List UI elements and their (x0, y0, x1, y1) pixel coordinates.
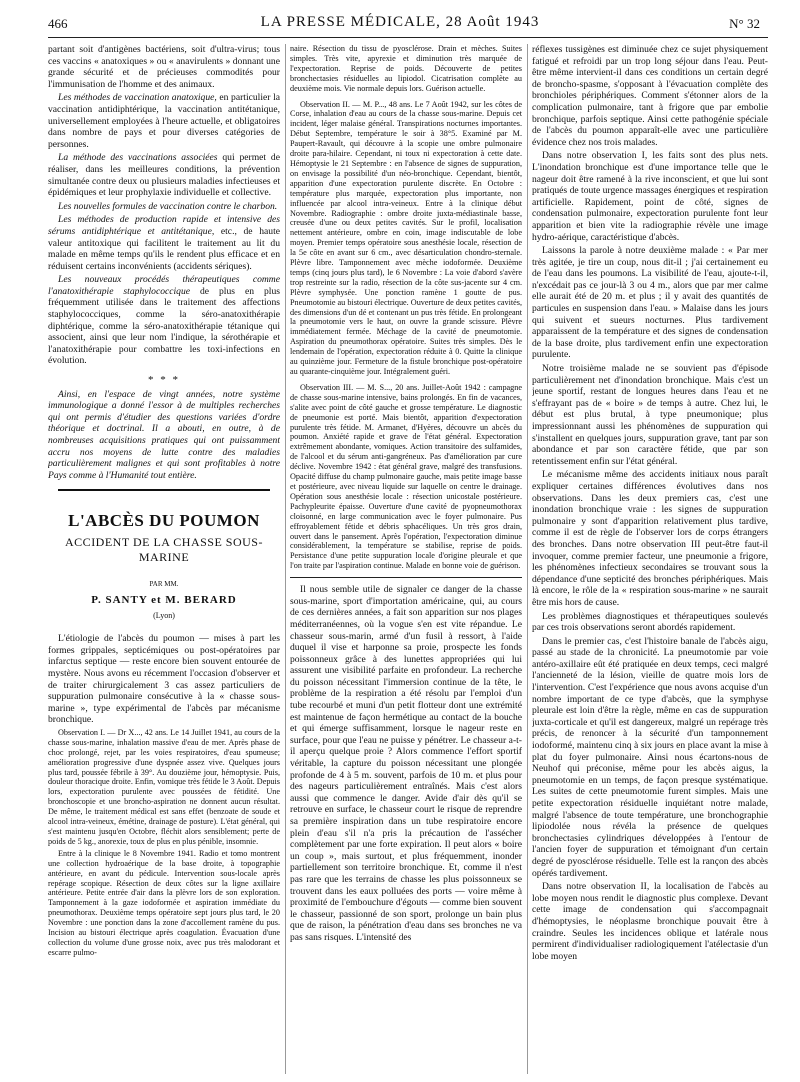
column-divider (285, 44, 286, 1074)
article-title: L'ABCÈS DU POUMON (68, 511, 260, 531)
authors: P. SANTY et M. BERARD (91, 593, 237, 606)
paragraph: Les problèmes diagnostiques et thérapeutiques soulevés par ces trois observations seront abordés rapidement. (532, 610, 768, 634)
paragraph: Les méthodes de vaccination anatoxique, en particulier la vaccination antidiphtérique, la vaccination antitétanique, universellement employées à l'heure actuelle, et obligatoires dans nombre de pays et pour diverses catégories de personnes. (48, 92, 280, 150)
paragraph: partant soit d'antigènes bactériens, soit d'ultra-virus; tous ces vaccins « anatoxiques » ou « anavirulents » donnant une grande sécurité et de précieuses commodités pour l'immunisation de l'homme et des animaux. (48, 44, 280, 90)
main-paragraph: Il nous semble utile de signaler ce danger de la chasse sous-marine, sport d'importation américaine, qui, au cours de ces dernières années, a fait son apparition sur nos plages méditerranéennes, où la vogue s'en est vite répandue. Le chasseur sous-marin, armé d'un fusil à ressort, à l'aide duquel il vise et harponne sa proie, prospecte les fonds poissonneux grâce à des lunettes appropriées qui lui assurent une visibilité parfaite en profondeur. La recherche du poisson nécessitant l'immersion continue de la tête, le problème de la respiration a été résolu par l'emploi d'un tube recourbé et muni d'un petit flotteur dont une extrémité est maintenue de façon hermétique au contact de la bouche et qui émerge suffisamment, lorsque le nageur reste en surface, pour que l'eau ne puisse y pénétrer. Le chasseur a-t-il aperçu quelque proie ? Alors commence l'effort sportif véritable, la capture du poisson nécessitant une plongée profonde de 4 à 5 m. souvent, parfois de 10 m. et plus pour des nageurs particulièrement entraînés. Mais c'est alors aussi que commence le danger. Avide d'air dès qu'il se retrouve en surface, le chasseur court le risque de reprendre sa première inspiration dans un tube respiratoire encore plein d'eau s'il n'a pris la précaution de l'assécher complètement par une forte expiration. Il peut alors « boire un coup », mais surtout, et plus fréquemment, inonder partiellement son territoire bronchique. Et, comme il n'est pas rare que les terrains de chasse les plus poissonneux se trouvent dans les eaux polluées des ports — voire même à proximité de l'embouchure d'égouts — comme bien souvent le chasseur, passionné de son sport, prolonge un bain plus que de raison, la pénétration d'eau dans ses bronches ne va pas sans risques. L'intensité des (290, 584, 522, 943)
observation-1-continued: Entre à la clinique le 8 Novembre 1941. Radio et tomo montrent une collection hydroaérique de la base droite, à topographie antérieure, en avant du pédicule. Intervention sous-locale après repérage scopique. Résection de deux côtes sur la ligne axillaire antérieure. Petite entrée d'air dans la plèvre lors de son exploration. Tamponnement à la gaze iodoformée et aspiration immédiate du pneumothorax. Deuxième temps opératoire sept jours plus tard, le 20 Novembre : une ponction dans la zone d'accollement ramène du pus. Incision au bistouri électrique après coagulation. Évacuation d'une collection du volume d'une grosse noix, avec pus très malodorant et escarre pulmo- (48, 848, 280, 957)
observation-2: Observation II. — M. P..., 48 ans. Le 7 Août 1942, sur les côtes de Corse, inhalation d'eau au cours de la chasse sous-marine. Depuis cet incident, léger malaise général. Transpirations nocturnes importantes. Début Septembre, température le soir à 38°5. Examiné par M. Paupert-Ravault, qui découvre à la scopie une ombre pulmonaire droite para-hilaire. Cependant, ni toux ni expectoration à cette date. Hémoptysie le 21 Septembre : en l'absence de signes de suppuration, on envisage la possibilité d'un néo-bronchique. Cependant, bientôt, apparition d'une expectoration purulente discrète. En Octobre : température plus marquée, expectoration plus importante, non influencée par alcool intra-veineux. Entre à la clinique début Novembre. Radiographie : ombre droite juxta-médiastinale basse, creusée d'une ou deux petites cavités. Sur le profil, localisation nettement antérieure, ombre en coin, image indiscutable de lobe moyen. Premier temps opératoire sous anesthésie locale, résection de la 5e côte en avant sur 6 cm., avec désarticulation chondro-sternale. Plèvre libre. Tamponnement avec mèche iodoformée. Deuxième temps (cinq jours plus tard), le 6 Novembre : La voie d'abord s'avère trop restreinte sur la radio, résection de la côte sus-jacente sur 4 cm. Plèvre symphysée. Une ponction ramène 1 goutte de pus. Pneumotomie au bistouri électrique. Ouverture de deux petites cavités, des dimensions d'un dé et contenant un pus très fétide. En prolongeant la pneumotomie vers le haut, on ouvre la grande scissure. Plèvre immédiatement fermée. Méchage de la cavité de pneumotomie. Aspiration du pneumothorax opératoire. Suites très simples. Dès le lendemain de l'opération, expectoration réduite à 0. Quitte la clinique au quinzième jour. Fermeture de la fistule bronchique post-opératoire au quarante-cinquième jour. Intégralement guéri. (290, 99, 522, 376)
section-stars: * * * (148, 374, 180, 387)
section-rule (290, 577, 522, 578)
page-number: 466 (48, 16, 68, 31)
issue-number: N° 32 (729, 16, 760, 31)
column-1 (48, 44, 280, 1074)
paragraph: Dans le premier cas, c'est l'histoire banale de l'abcès aigu, passé au stade de la chronicité. La pneumotomie par voie antéro-axillaire eût été pratiquée en deux temps, ceci malgré l'ancienneté de la lésion, vieille de quatre mois lors de l'intervention. C'est l'expérience que nous avons acquise d'un nombre important de ce type d'abcès, que la symphyse pleurale est loin d'être la règle, même en cas de suppuration juxta-corticale et qu'il est dangereux, malgré un repérage très précis, de renoncer à la sécurité d'un tamponnement iodoformé, maintenu cinq à six jours en place avant la mise à plat du foyer pulmonaire. Ainsi nous écartons-nous de Neuhof qui préconise, même pour les abcès aigus, la pneumotomie en un temps, de façon presque systématique. Les suites de cette pneumotomie furent simples. Mais une petite expectoration résiduelle inquiétant notre malade, malgré l'absence de toute température, une bronchographie lipiodolée nous révéla la présence de quelques bronchectasies cylindriques développées à l'entour de l'ancien foyer de suppuration et témoignant d'un certain degré de pyosclérose résiduelle. Telle est la rançon des abcès opérés tardivement. (532, 635, 768, 879)
conclusion-paragraph: Ainsi, en l'espace de vingt années, notre système immunologique a donné l'essor à de multiples recherches qui ont permis d'étudier des questions variées d'ordre théorique et doctrinal. Il a abouti, en outre, à de nombreuses acquisitions pratiques qui ont puissamment accru nos moyens de lutte contre des maladies particulièrement malignes et qui sont profitables à notre Pays comme à l'Humanité tout entière. (48, 388, 280, 481)
journal-title: LA PRESSE MÉDICALE, 28 Août 1943 (260, 14, 540, 30)
paragraph: réflexes tussigènes est diminuée chez ce sujet physiquement fatigué et refroidi par un trop long séjour dans l'eau. Peut-être même intervient-il dans ces conditions un certain degré de broncho-spasme, s'opposant à l'évacuation complète des bronchioles périphériques. Comment s'étonner alors de la complication pulmonaire, tant à frigore que par embolie bronchique, parfois septique. Ainsi cette pathogénie spéciale de l'abcès du poumon apparaît-elle avec une particulière évidence chez nos trois malades. (532, 44, 768, 148)
observation-1: Observation I. — Dr X..., 42 ans. Le 14 Juillet 1941, au cours de la chasse sous-marine, inhalation massive d'eau de mer. Après phase de choc prolongé, rejet, par les voies respiratoires, d'eau spumeuse; amélioration progressive d'une dyspnée assez vive. Quelques jours plus tard, poussée fébrile à 39°. Au douzième jour, hémoptysie. Puis, douleur thoracique droite. Enfin, vomique très fétide le 3 Août. Depuis lors, expectoration purulente avec poussées de fétidité. Une bronchoscopie et une broncho-aspiration ne donnent aucun résultat. De même, le traitement médical est sans effet (benzoate de soude et alcool intra-veineux, émétine, drainage de posture). L'état général, qui s'est maintenu jusqu'en Octobre, fléchit alors sensiblement; perte de poids de 5 kg., anorexie, toux de plus en plus pénible, insomnie. (48, 727, 280, 846)
intro-paragraph: L'étiologie de l'abcès du poumon — mises à part les formes grippales, septicémiques ou post-opératoires par infarctus septique — reste encore bien souvent entourée de mystère. Nous avons eu récemment l'occasion d'observer et de traiter chirurgicalement 3 cas assez particuliers de suppuration pulmonaire consécutive à la « chasse sous-marine », type expérimental de l'abcès par mécanisme bronchique. (48, 633, 280, 726)
paragraph: Dans notre observation II, la localisation de l'abcès au lobe moyen nous rendit le diagnostic plus complexe. Devant cette image de condensation qui s'accompagnait d'hémoptysies, le néoplasme bronchique pouvait être à craindre. Seules les incidences oblique et latérale nous permirent d'individualiser radiologiquement l'atélectasie d'un lobe moyen (532, 881, 768, 962)
column-3 (532, 44, 768, 1074)
paragraph: Les méthodes de production rapide et intensive des sérums antidiphtérique et antitétanique, etc., de haute valeur antitoxique qui facilitent le traitement au lit du malade en même temps qu'ils le rendent plus efficace et en réduisent certains inconvénients (accidents sériques). (48, 214, 280, 272)
column-divider (527, 44, 528, 1074)
paragraph: Le mécanisme même des accidents initiaux nous paraît expliquer certaines différences évolutives dans nos observations. Dans les deux premiers cas, c'est une inondation bronchique vraie : les signes de suppuration pulmonaire y sont d'apparition relativement plus tardive, comme il est de règle de l'observer lors de corps étrangers des bronches. Dans notre observation III peut-être faut-il invoquer, comme premier facteur, une pneumonie a frigore, les phénomènes infectieux secondaires se trouvant sous la dépendance d'une septicité des bronches périphériques. Mais là encore, le rôle de la « respiration sous-marine » ne saurait être mis hors de cause. (532, 469, 768, 608)
paragraph: Les nouveaux procédés thérapeutiques comme l'anatoxithérapie staphylococcique de plus en plus fréquemment utilisée dans le traitement des affections staphylococciques, comme la séro-anatoxithérapie diphtérique, comme la séro-anatoxithérapie tétanique qui associent, ainsi que leur nom l'indique, la sérothérapie et l'anatoxithérapie pour combattre les toxi-infections en évolution. (48, 274, 280, 367)
paragraph: Laissons la parole à notre deuxième malade : « Par mer très agitée, je tire un coup, nous dit-il ; j'ai certainement eu de l'eau dans les poumons. La visibilité de l'eau, ajoute-t-il, n'excédait pas ce jour-là 3 ou 4 m., alors que par mer calme elle aurait été de 20 m. et plus ; il y avait des quantités de particules en suspension dans l'eau. » Malaise dans les jours qui suivent et sueurs nocturnes. Plus tardivement apparaissent de la température et des signes de condensation de la base droite, plus tardivement enfin une expectoration purulente. (532, 245, 768, 361)
page-header (0, 14, 800, 34)
header-rule (48, 37, 768, 38)
paragraph: Dans notre observation I, les faits sont des plus nets. L'inondation bronchique est d'une importance telle que le nageur doit être ramené à la rive inconscient, et que lui sont pratiqués de toute urgence massages énergiques et respiration artificielle. Rapidement, point de côté, signes de condensation pulmonaire, expectoration purulente font leur apparition et bien vite la radiographie révèle une image hydro-aérique, caractéristique d'abcès. (532, 150, 768, 243)
paragraph: La méthode des vaccinations associées qui permet de réaliser, dans les meilleures conditions, la prévention simultanée contre deux ou plusieurs maladies infectieuses et épidémiques et leur prophylaxie individuelle et collective. (48, 152, 280, 199)
article-subtitle: ACCIDENT DE LA CHASSE SOUS-MARINE (65, 535, 263, 565)
observation-3: Observation III. — M. S..., 20 ans. Juillet-Août 1942 : campagne de chasse sous-marine intensive, bains prolongés. En fin de vacances, s'alite avec point de côté gauche et grosse température. Le diagnostic de pneumonie est porté. Mais bientôt, apparition d'expectoration purulente très fétide. M. Armanet, d'Hyères, découvre un abcès du poumon. Anxiété rapide et grave de l'état général. Expectoration extrêmement abondante, vomiques. Action transitoire des sulfamides, de l'alcool et du sérum anti-gangréneux. Pas d'amélioration par cure déclive. Novembre 1942 : état général grave, malgré des transfusions. Opacité diffuse du champ pulmonaire gauche, mais petite image basse et postérieure, avec niveau liquide sur laquelle on centre le drainage. Opération sous anesthésie locale : résection unicostale postérieure. Pachypleurite épaisse. Ouverture d'une cavité de pyopneumothorax cloisonné, en large communication avec le foyer pulmonaire. Pus effroyablement fétide et débris sphacéliques. Un très gros drain, ouvert dans le pansement. Après l'opération, l'expectoration diminue considérablement, la température se stabilise, reprise de poids. Persistance d'une petite suppuration locale d'origine pleurale et que l'on traite par l'aspiration continue. Malade en bonne voie de guérison. (290, 382, 522, 571)
paragraph: Les nouvelles formules de vaccination contre le charbon. (58, 200, 278, 212)
column-2 (290, 44, 522, 1074)
paragraph: Notre troisième malade ne se souvient pas d'épisode particulièrement net d'inondation bronchique. Mais c'est un jeune sportif, restant de longues heures dans l'eau et ne s'effrayant pas de « boire » de temps à autre. Chez lui, le début est plus brutal, à type pneumonique; plus impressionnant aussi les phénomènes de suppuration qui s'installent en quelques jours, suppuration grave, tant par son abondance et par son caractère fétide, que par son retentissement enfin sur l'état général. (532, 363, 768, 467)
author-city: (Lyon) (153, 610, 175, 620)
observation-1-end: naire. Résection du tissu de pyosclérose. Drain et mèches. Suites simples. Très vite, apyrexie et diminution très marquée de l'expectoration. Reprise de poids. Découverte de petites bronchectasies résiduelles au lipiodol. Cicatrisation complète au deuxième mois. Vie normale depuis lors. Guérison actuelle. (290, 44, 522, 93)
article-separator (58, 489, 270, 491)
byline-prefix: PAR MM. (149, 580, 179, 589)
